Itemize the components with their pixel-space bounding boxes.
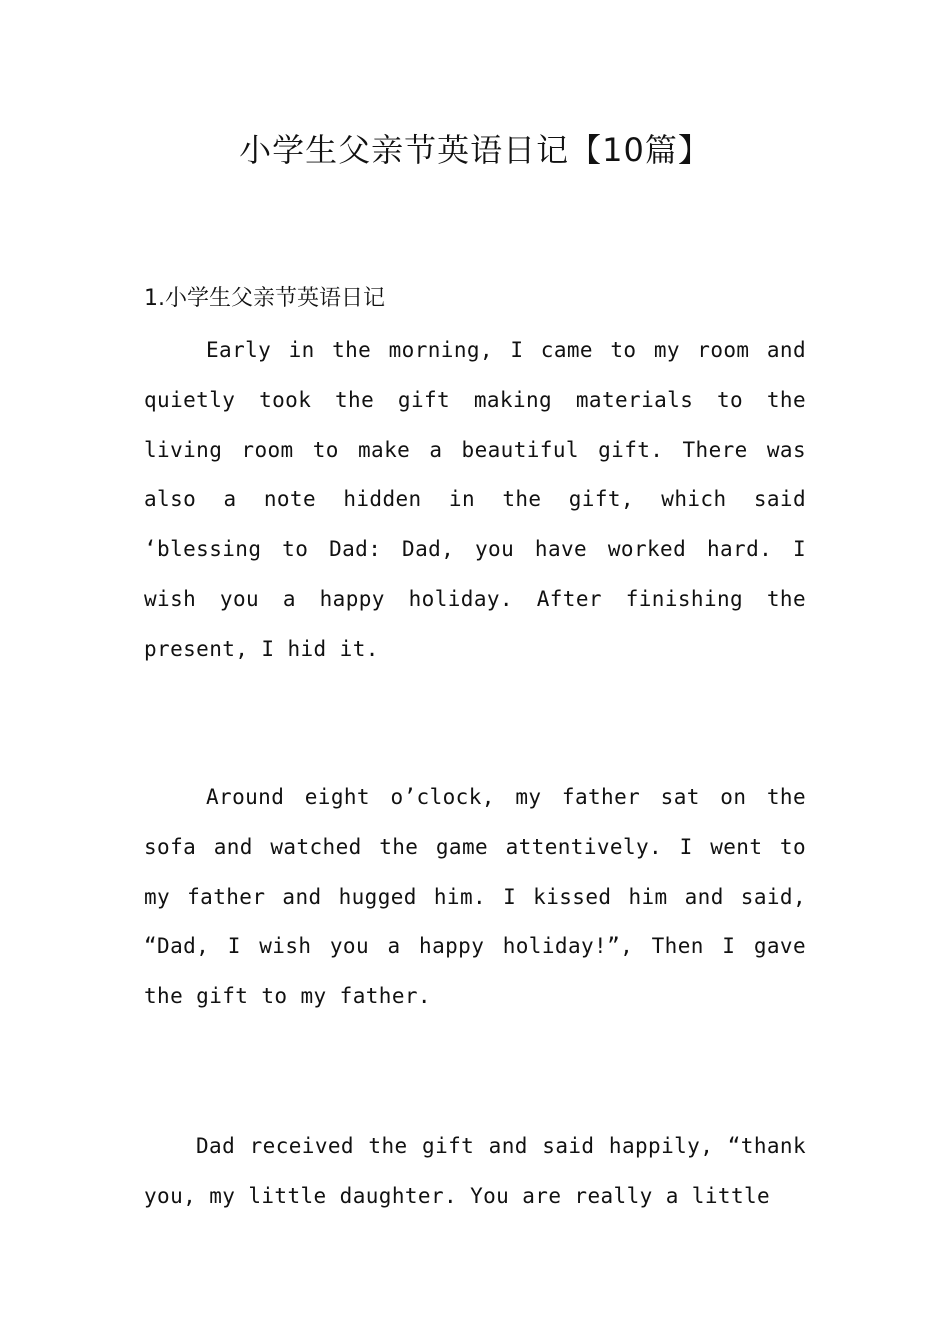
paragraph: Dad received the gift and said happily, “thank you, my little daughter. You are really a little [144,1134,806,1208]
paragraph: Early in the morning, I came to my room and quietly took the gift making materials to the living room to make a beautiful gift. There was also a note hidden in the gift, which said ‘blessing to Dad: Dad, you have worked hard. I wish you a happy holiday. After finishing the present, I hid it. [144,338,806,661]
section-heading: 1.小学生父亲节英语日记 [144,286,385,311]
document-title: 小学生父亲节英语日记【10篇】 [239,131,711,169]
paragraph: Around eight o’clock, my father sat on the sofa and watched the game attentively. I went to my father and hugged him. I kissed him and said, “Dad, I wish you a happy holiday!”, Then I gave the gift to my father. [144,785,806,1009]
